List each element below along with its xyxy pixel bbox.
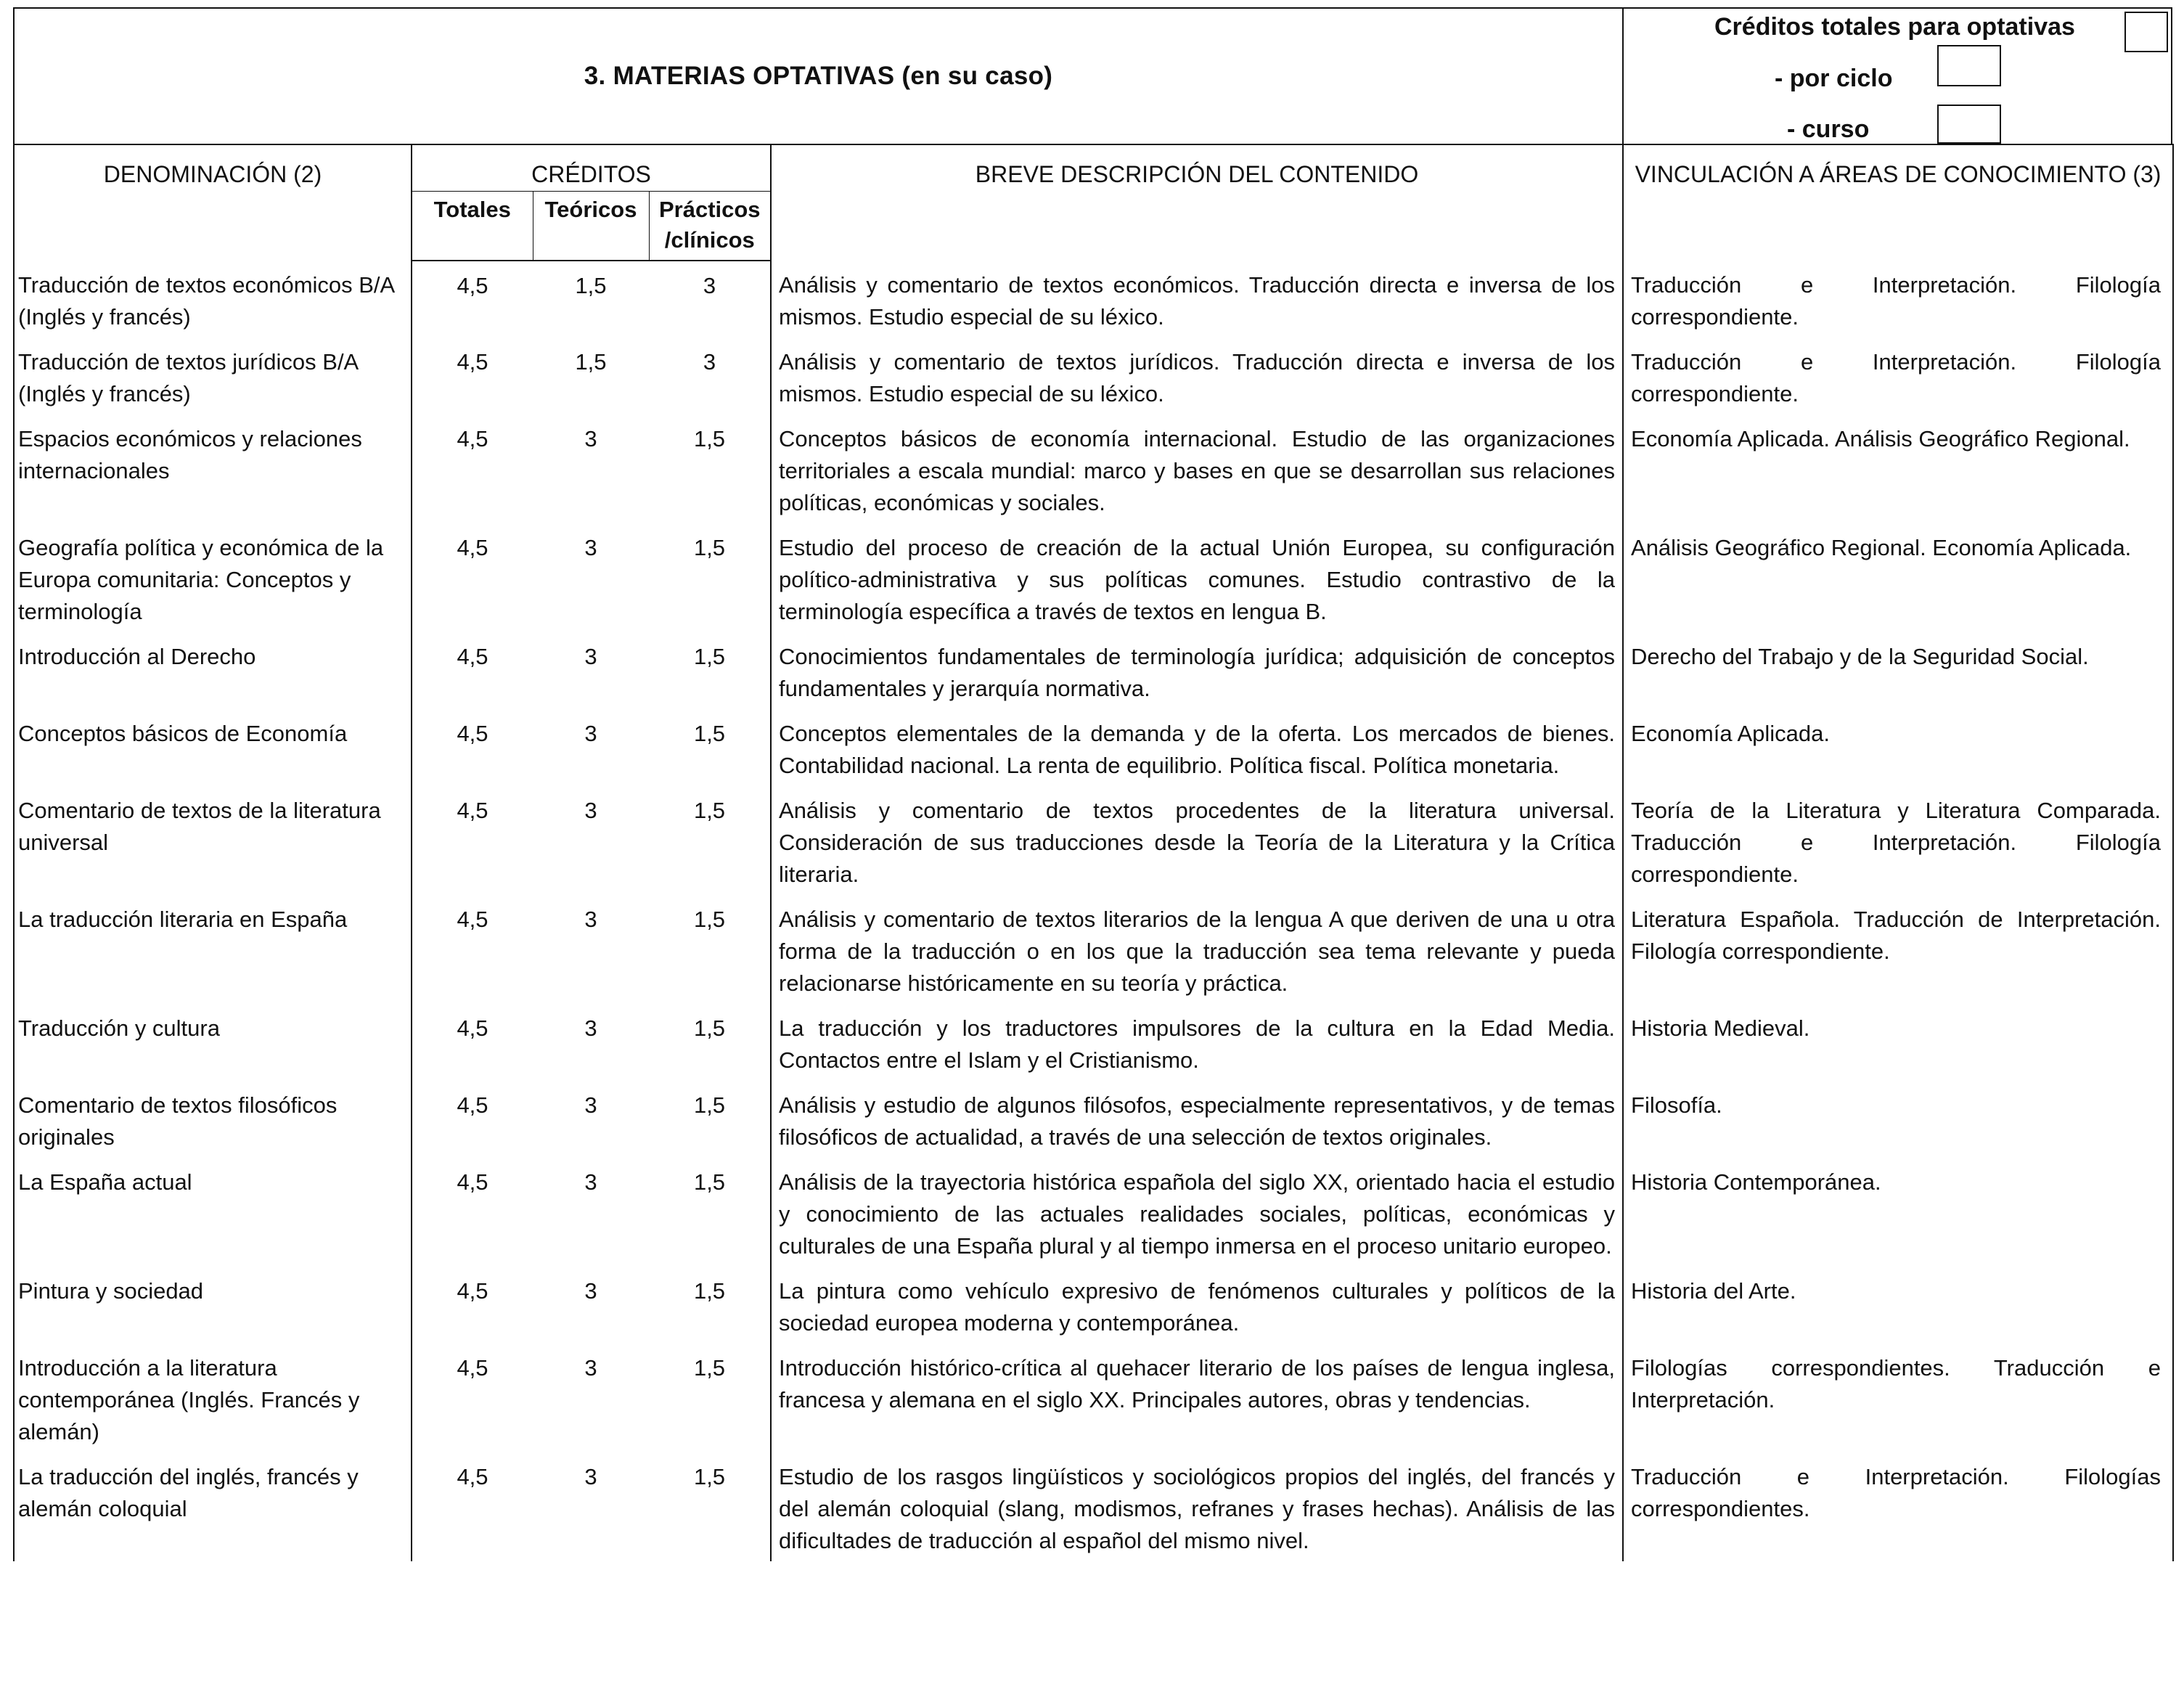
cell-denominacion: Pintura y sociedad	[14, 1267, 412, 1344]
total-credits-label: Créditos totales para optativas	[1714, 13, 2075, 41]
cell-teoricos: 3	[584, 1278, 597, 1304]
cell-descripcion: Conceptos básicos de economía internacional. Estudio de las organizaciones territoriales a escala mundial: marco y bases en que se desarrollan sus relaciones políticas, económicas y sociales.	[771, 414, 1623, 523]
col-creditos: CRÉDITOS	[412, 144, 771, 192]
cell-denominacion: La traducción literaria en España	[14, 895, 412, 1004]
cell-vinculacion: Traducción e Interpretación. Filologías correspondientes.	[1623, 1452, 2173, 1561]
cell-teoricos: 3	[584, 644, 597, 669]
table-row	[14, 1158, 2173, 1267]
cell-denominacion: Introducción al Derecho	[14, 632, 412, 709]
cell-vinculacion: Historia Contemporánea.	[1623, 1158, 2173, 1267]
table-row	[14, 895, 2173, 1004]
cell-denominacion: Traducción de textos económicos B/A (Inglés y francés)	[14, 261, 412, 338]
section-header	[13, 7, 2172, 145]
cell-practicos: 1,5	[649, 1158, 771, 1267]
cell-descripcion: Análisis de la trayectoria histórica española del siglo XX, orientado hacia el estudio y conocimiento de las actuales realidades sociales, políticas, económicas y culturales de una España plural y al tiempo inmersa en el proceso unitario europeo.	[771, 1158, 1623, 1267]
cell-vinculacion: Historia del Arte.	[1623, 1267, 2173, 1344]
cell-teoricos: 3	[584, 1015, 597, 1041]
table-row	[14, 1004, 2173, 1081]
cell-teoricos: 3	[584, 721, 597, 746]
per-course-label: - curso	[1787, 115, 1870, 143]
cell-totales: 4,5	[457, 1355, 488, 1381]
cell-denominacion: La traducción del inglés, francés y alemán coloquial	[14, 1452, 412, 1561]
optional-subjects-table	[13, 144, 2174, 1561]
cell-teoricos: 3	[584, 535, 597, 560]
cell-practicos: 1,5	[649, 1004, 771, 1081]
cell-vinculacion: Derecho del Trabajo y de la Seguridad Social.	[1623, 632, 2173, 709]
cell-teoricos: 3	[584, 907, 597, 932]
cell-practicos: 1,5	[649, 709, 771, 786]
section-title: 3. MATERIAS OPTATIVAS (en su caso)	[15, 9, 1624, 144]
cell-vinculacion: Traducción e Interpretación. Filología correspondiente.	[1623, 338, 2173, 414]
cell-practicos: 1,5	[649, 895, 771, 1004]
cell-denominacion: Geografía política y económica de la Europa comunitaria: Conceptos y terminología	[14, 523, 412, 632]
table-row	[14, 786, 2173, 895]
cell-totales: 4,5	[457, 426, 488, 451]
cell-practicos: 1,5	[649, 523, 771, 632]
cell-denominacion: Traducción de textos jurídicos B/A (Inglés y francés)	[14, 338, 412, 414]
cell-vinculacion: Filologías correspondientes. Traducción e Interpretación.	[1623, 1344, 2173, 1452]
cell-descripcion: Análisis y comentario de textos jurídicos. Traducción directa e inversa de los mismos. Estudio especial de su léxico.	[771, 338, 1623, 414]
cell-teoricos: 3	[584, 798, 597, 823]
cell-totales: 4,5	[457, 798, 488, 823]
cell-teoricos: 3	[584, 1169, 597, 1195]
cell-vinculacion: Análisis Geográfico Regional. Economía Aplicada.	[1623, 523, 2173, 632]
cell-practicos: 1,5	[649, 786, 771, 895]
cell-descripcion: La pintura como vehículo expresivo de fenómenos culturales y políticos de la sociedad europea moderna y contemporánea.	[771, 1267, 1623, 1344]
cell-vinculacion: Traducción e Interpretación. Filología correspondiente.	[1623, 261, 2173, 338]
cell-totales: 4,5	[457, 644, 488, 669]
col-vinculacion: VINCULACIÓN A ÁREAS DE CONOCIMIENTO (3)	[1623, 144, 2173, 261]
cell-practicos: 3	[649, 261, 771, 338]
cell-totales: 4,5	[457, 1015, 488, 1041]
cell-teoricos: 3	[584, 1464, 597, 1489]
cell-vinculacion: Filosofía.	[1623, 1081, 2173, 1158]
cell-descripcion: Análisis y comentario de textos económicos. Traducción directa e inversa de los mismos. Estudio especial de su léxico.	[771, 261, 1623, 338]
table-row	[14, 523, 2173, 632]
cell-descripcion: Introducción histórico-crítica al quehacer literario de los países de lengua inglesa, francesa y alemana en el siglo XX. Principales autores, obras y tendencias.	[771, 1344, 1623, 1452]
cell-practicos: 1,5	[649, 1452, 771, 1561]
cell-totales: 4,5	[457, 1169, 488, 1195]
cell-totales: 4,5	[457, 535, 488, 560]
cell-vinculacion: Historia Medieval.	[1623, 1004, 2173, 1081]
cell-descripcion: Estudio del proceso de creación de la actual Unión Europea, su configuración político-administrativa y sus políticas comunes. Estudio contrastivo de la terminología específica a través de textos en lengua B.	[771, 523, 1623, 632]
cell-descripcion: Análisis y comentario de textos procedentes de la literatura universal. Consideración de sus traducciones desde la Teoría de la Literatura y la Crítica literaria.	[771, 786, 1623, 895]
table-row	[14, 1344, 2173, 1452]
cell-practicos: 1,5	[649, 1081, 771, 1158]
col-teoricos: Teóricos	[533, 192, 649, 261]
cell-teoricos: 1,5	[575, 273, 607, 298]
cell-totales: 4,5	[457, 1092, 488, 1118]
cell-vinculacion: Economía Aplicada.	[1623, 709, 2173, 786]
cell-practicos: 1,5	[649, 414, 771, 523]
cell-denominacion: Comentario de textos de la literatura universal	[14, 786, 412, 895]
cell-descripcion: Conceptos elementales de la demanda y de la oferta. Los mercados de bienes. Contabilidad nacional. La renta de equilibrio. Política fiscal. Política monetaria.	[771, 709, 1623, 786]
cell-practicos: 1,5	[649, 632, 771, 709]
col-practicos: Prácticos /clínicos	[649, 192, 771, 261]
per-course-box[interactable]	[1937, 105, 2001, 144]
cell-practicos: 3	[649, 338, 771, 414]
cell-descripcion: Análisis y estudio de algunos filósofos, especialmente representativos, y de temas filosóficos de actualidad, a través de una selección de textos originales.	[771, 1081, 1623, 1158]
per-cycle-label: - por ciclo	[1775, 65, 1893, 92]
cell-denominacion: Traducción y cultura	[14, 1004, 412, 1081]
table-row	[14, 1452, 2173, 1561]
table-row	[14, 1267, 2173, 1344]
cell-totales: 4,5	[457, 349, 488, 375]
cell-teoricos: 3	[584, 1355, 597, 1381]
table-row	[14, 709, 2173, 786]
cell-teoricos: 3	[584, 426, 597, 451]
col-denominacion: DENOMINACIÓN (2)	[14, 144, 412, 261]
cell-denominacion: Conceptos básicos de Economía	[14, 709, 412, 786]
table-row	[14, 414, 2173, 523]
cell-vinculacion: Teoría de la Literatura y Literatura Comparada. Traducción e Interpretación. Filología correspondiente.	[1623, 786, 2173, 895]
cell-denominacion: La España actual	[14, 1158, 412, 1267]
cell-vinculacion: Economía Aplicada. Análisis Geográfico Regional.	[1623, 414, 2173, 523]
cell-practicos: 1,5	[649, 1267, 771, 1344]
cell-denominacion: Espacios económicos y relaciones internacionales	[14, 414, 412, 523]
table-row	[14, 261, 2173, 338]
cell-practicos: 1,5	[649, 1344, 771, 1452]
cell-totales: 4,5	[457, 273, 488, 298]
cell-descripcion: La traducción y los traductores impulsores de la cultura en la Edad Media. Contactos entre el Islam y el Cristianismo.	[771, 1004, 1623, 1081]
col-descripcion: BREVE DESCRIPCIÓN DEL CONTENIDO	[771, 144, 1623, 261]
credits-summary	[1624, 9, 2172, 144]
cell-denominacion: Comentario de textos filosóficos originales	[14, 1081, 412, 1158]
per-cycle-box[interactable]	[1937, 45, 2001, 86]
col-totales: Totales	[412, 192, 533, 261]
cell-totales: 4,5	[457, 1464, 488, 1489]
cell-vinculacion: Literatura Española. Traducción de Interpretación. Filología correspondiente.	[1623, 895, 2173, 1004]
cell-totales: 4,5	[457, 1278, 488, 1304]
table-row	[14, 338, 2173, 414]
cell-totales: 4,5	[457, 907, 488, 932]
cell-descripcion: Estudio de los rasgos lingüísticos y sociológicos propios del inglés, del francés y del alemán coloquial (slang, modismos, refranes y frases hechas). Análisis de las dificultades de traducción al español del mismo nivel.	[771, 1452, 1623, 1561]
table-row	[14, 1081, 2173, 1158]
cell-descripcion: Conocimientos fundamentales de terminología jurídica; adquisición de conceptos fundamentales y jerarquía normativa.	[771, 632, 1623, 709]
cell-denominacion: Introducción a la literatura contemporánea (Inglés. Francés y alemán)	[14, 1344, 412, 1452]
cell-descripcion: Análisis y comentario de textos literarios de la lengua A que deriven de una u otra forma de la traducción o en los que la traducción sea tema relevante y pueda relacionarse históricamente en su teoría y práctica.	[771, 895, 1623, 1004]
cell-teoricos: 3	[584, 1092, 597, 1118]
total-credits-box[interactable]	[2124, 12, 2168, 52]
table-row	[14, 632, 2173, 709]
cell-teoricos: 1,5	[575, 349, 607, 375]
cell-totales: 4,5	[457, 721, 488, 746]
